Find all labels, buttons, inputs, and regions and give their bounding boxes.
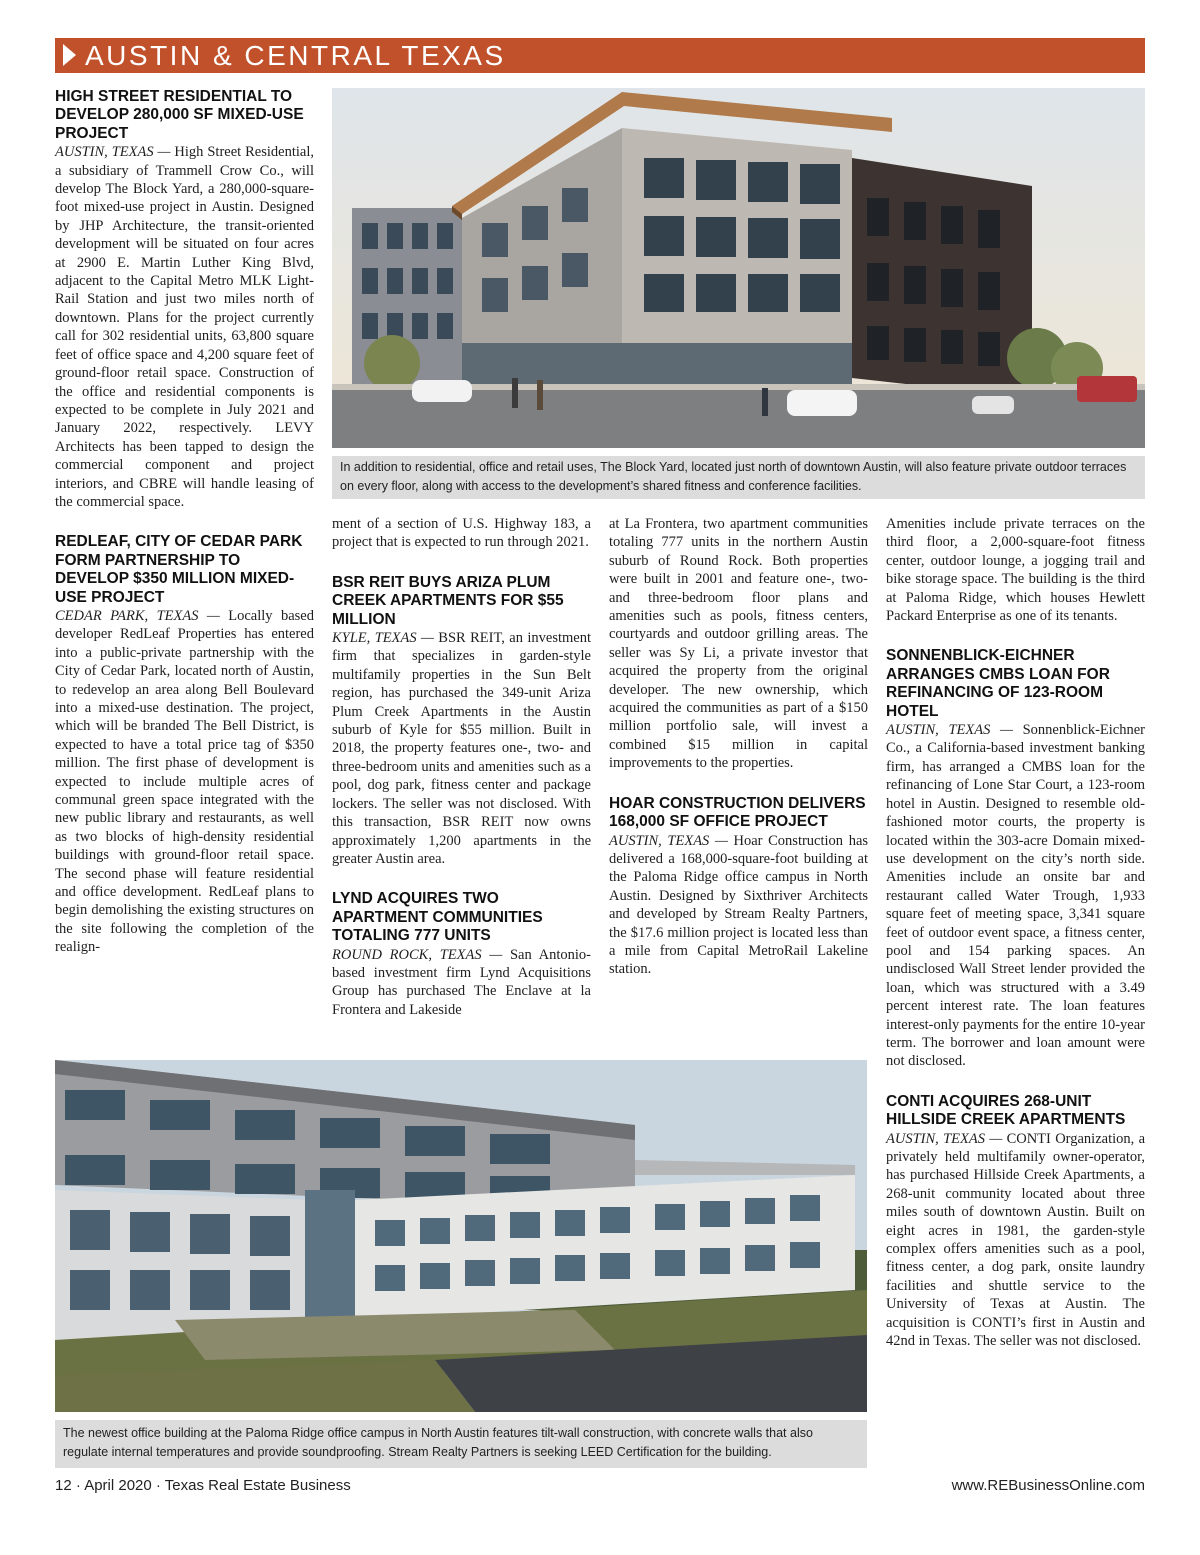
story-continued: Amenities include private terraces on the third floor, a 2,000-square-foot fitness center, outdoor lounge, a jogging trail and bike storage space. The building is the third at Paloma Ridge, which houses Hewlett Packard Enterprise as one of its tenants. — [886, 516, 1145, 625]
page-number: 12 — [55, 1477, 72, 1494]
column-4 — [886, 515, 1145, 1350]
story-headline: CONTI ACQUIRES 268-UNIT HILLSIDE CREEK APARTMENTS — [886, 1092, 1126, 1129]
story-headline: BSR REIT BUYS ARIZA PLUM CREEK APARTMENTS FOR $55 MILLION — [332, 573, 564, 628]
column-3 — [609, 515, 868, 979]
story-headline: REDLEAF, CITY OF CEDAR PARK FORM PARTNERSHIP TO DEVELOP $350 MILLION MIXED-USE PROJECT — [55, 533, 303, 606]
dateline: AUSTIN, TEXAS — — [609, 832, 728, 849]
story-text: Hoar Construction has delivered a 168,000-square-foot building at the Paloma Ridge office campus in North Austin. Designed by Sixthriver Architects and developed by Stream Realty Partners, the $17.6 million project is located less than a mile from Capital MetroRail Lakeline station. — [609, 832, 869, 978]
dateline: AUSTIN, TEXAS — — [886, 1130, 1003, 1147]
website-link[interactable]: www.REBusinessOnline.com — [951, 1477, 1145, 1494]
dateline: AUSTIN, TEXAS — — [55, 144, 171, 161]
story-text: Locally based developer RedLeaf Properties has entered into a public-private partnership with the City of Cedar Park, located north of Austin, to redevelop an area along Bell Boulevard into a mixed-use destination. The project, which will be branded The Bell District, is expected to have a total price tag of $350 million. The first phase of development is expected to include multiple acres of communal green space integrated with the new public library and restaurants, as well as two blocks of high-density residential buildings with ground-floor retail space. The second phase will feature residential and office development. RedLeaf plans to begin demolishing the existing structures on the site following the completion of the realign- — [55, 607, 314, 956]
story-continued: at La Frontera, two apartment communities totaling 777 units in the northern Austin suburb of Round Rock. Both properties were built in 2001 and feature one-, two- and three-bedroom floor plans and amenities such as pools, fitness centers, courtyards and outdoor grilling areas. The seller was Sy Li, a private investor that acquired the property from the original developer. The new ownership, which acquired the communities as part of a $150 million portfolio sale, will invest a combined $15 million in capital improvements to the properties. — [609, 516, 868, 772]
dateline: KYLE, TEXAS — — [332, 630, 434, 647]
story-body — [886, 721, 1145, 1071]
paloma-ridge-image — [55, 1060, 867, 1412]
story-headline: HIGH STREET RESIDENTIAL TO DEVELOP 280,000 SF MIXED-USE PROJECT — [55, 88, 304, 142]
photo-caption: In addition to residential, office and retail uses, The Block Yard, located just north of downtown Austin, will also feature private outdoor terraces on every floor, along with access to the development’s shared fitness and conference facilities. — [332, 456, 1145, 499]
story-body — [332, 946, 591, 1020]
dateline: CEDAR PARK, TEXAS — — [55, 607, 220, 624]
story-text: Sonnenblick-Eichner Co., a California-based investment banking firm, has arranged a CMBS loan for the refinancing of Lone Star Court, a 123-room hotel in Austin. Designed to resemble old-fashioned motor courts, the property is located within the 303-acre Domain mixed-use development on the city’s north side. Amenities include an onsite bar and restaurant called Water Trough, 1,933 square feet of meeting space, 3,341 square feet of outdoor event space, a fitness center, pool and 154 parking spaces. An undisclosed Wall Street lender provided the loan, which was structured with a 3.49 percent interest rate. The loan features interest-only payments for the entire 10-year term. The borrower and loan amount were not disclosed. — [886, 722, 1146, 1070]
story-body — [886, 1130, 1145, 1351]
story-text: BSR REIT, an investment firm that specializes in garden-style multifamily properties in the Sun Belt region, has purchased the 349-unit Ariza Plum Creek Apartments in the Austin suburb of Kyle for $55 million. Built in 2018, the property features one-, two- and three-bedroom units and amenities such as a pool, dog park, fitness center and package lockers. The seller was not disclosed. With this transaction, BSR REIT now owns approximately 1,200 apartments in the greater Austin area. — [332, 630, 591, 867]
page-footer-left — [55, 1477, 351, 1494]
arrow-icon — [63, 44, 76, 66]
paloma-ridge-photo — [55, 1060, 867, 1412]
story-text: High Street Residential, a subsidiary of Trammell Crow Co., will develop The Block Yard, a 280,000-square-foot mixed-use project in Austin. Designed by JHP Architecture, the transit-oriented development will be situated on four acres at 2900 E. Martin Luther King Blvd, adjacent to the Capital Metro MLK Light-Rail Station and just two miles north of downtown. Plans for the project currently call for 302 residential units, 63,800 square feet of office space and 4,200 square feet of ground-floor retail space. Construction of the office and residential components is expected to be complete in July 2021 and January 2022, respectively. LEVY Architects has been tapped to design the commercial component and project interiors, and CBRE will handle leasing of the commercial space. — [55, 144, 314, 510]
story-text: CONTI Organization, a privately held multifamily owner-operator, has purchased Hillside Creek Apartments, a 268-unit community located about three miles south of downtown Austin. Built on eight acres in 1981, the garden-style complex offers amenities such as a pool, fitness center, a dog park, onsite laundry facilities and shuttle service to the University of Texas at Austin. The acquisition is CONTI’s first in Austin and 42nd in Texas. The seller was not disclosed. — [886, 1130, 1146, 1350]
story-body — [55, 143, 314, 511]
story-body — [609, 832, 868, 979]
story-body — [55, 607, 314, 957]
story-body — [332, 629, 591, 868]
column-2 — [332, 515, 591, 1019]
story-text: San Antonio-based investment firm Lynd Acquisitions Group has purchased The Enclave at la Frontera and Lakeside — [332, 946, 591, 1018]
column-1 — [55, 88, 314, 957]
photo-caption: The newest office building at the Paloma Ridge office campus in North Austin features tilt-wall construction, with concrete walls that also regulate internal temperatures and provide soundproofing. Stream Realty Partners is seeking LEED Certification for the building. — [55, 1420, 867, 1468]
story-headline: HOAR CONSTRUCTION DELIVERS 168,000 SF OFFICE PROJECT — [609, 794, 866, 831]
section-title: AUSTIN & CENTRAL TEXAS — [85, 40, 506, 71]
dateline: AUSTIN, TEXAS — — [886, 722, 1013, 739]
issue-info: · April 2020 · Texas Real Estate Business — [75, 1477, 351, 1494]
story-continued: ment of a section of U.S. Highway 183, a project that is expected to run through 2021. — [332, 516, 591, 551]
story-headline: LYND ACQUIRES TWO APARTMENT COMMUNITIES TOTALING 777 UNITS — [332, 890, 543, 945]
block-yard-rendering — [332, 88, 1145, 448]
section-banner — [55, 38, 1145, 73]
block-yard-image — [332, 88, 1145, 448]
story-headline: SONNENBLICK-EICHNER ARRANGES CMBS LOAN FOR REFINANCING OF 123-ROOM HOTEL — [886, 647, 1110, 720]
dateline: ROUND ROCK, TEXAS — — [332, 946, 503, 963]
